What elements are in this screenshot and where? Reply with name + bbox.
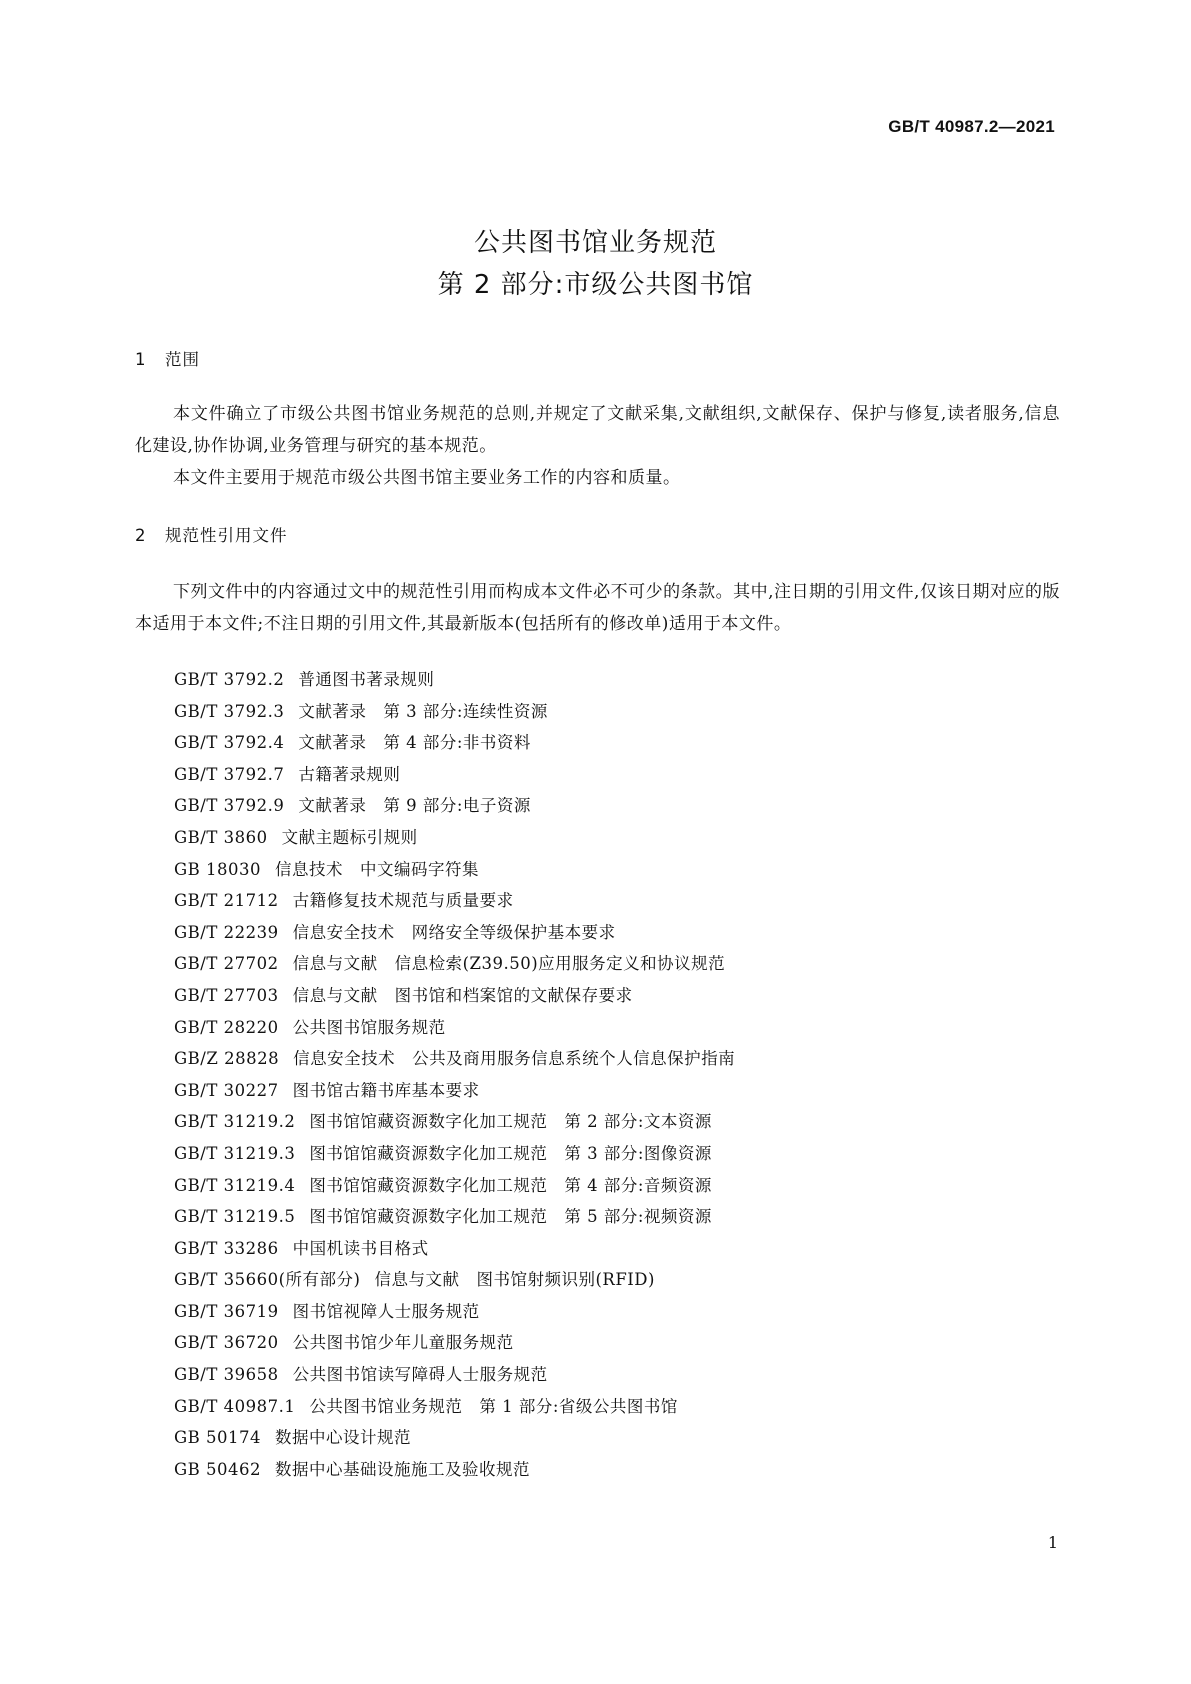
reference-title: 信息与文献 图书馆射频识别(RFID) [374,1270,655,1290]
reference-title: 文献主题标引规则 [281,827,418,847]
reference-item [174,1454,735,1486]
reference-title: 文献著录 第 9 部分:电子资源 [298,796,531,816]
reference-item [174,664,735,696]
reference-title: 中国机读书目格式 [292,1238,429,1258]
reference-item [174,885,735,917]
reference-code: GB/T 35660(所有部分) [174,1270,361,1290]
reference-item [174,1138,735,1170]
title-line-2: 第 2 部分:市级公共图书馆 [437,270,754,300]
reference-code: GB/T 3792.4 [174,733,285,753]
reference-code: GB/T 31219.2 [174,1112,296,1132]
reference-title: 普通图书著录规则 [298,670,435,689]
reference-item [174,948,735,980]
reference-item [174,1359,735,1391]
reference-title: 图书馆馆藏资源数字化加工规范 第 5 部分:视频资源 [309,1207,712,1227]
reference-item [174,1075,735,1107]
reference-item [174,727,735,759]
reference-title: 图书馆视障人士服务规范 [292,1301,480,1321]
title-line-1: 公共图书馆业务规范 [473,228,717,258]
reference-code: GB/T 31219.5 [174,1207,296,1227]
reference-code: GB/T 28220 [174,1017,279,1037]
reference-item [174,1170,735,1202]
section-2-intro-paragraph: 下列文件中的内容通过文中的规范性引用而构成本文件必不可少的条款。其中,注日期的引用文件,仅该日期对应的版本适用于本文件;不注日期的引用文件,其最新版本(包括所有的修改单)适用于本文件。 [135,582,1060,634]
reference-item [174,854,735,886]
reference-title: 数据中心基础设施施工及验收规范 [275,1459,531,1479]
reference-title: 图书馆古籍书库基本要求 [292,1080,480,1100]
reference-title: 公共图书馆读写障碍人士服务规范 [292,1365,548,1385]
reference-title: 公共图书馆服务规范 [292,1017,446,1037]
section-2-intro [135,576,1060,640]
reference-title: 古籍修复技术规范与质量要求 [292,891,514,911]
reference-item [174,1043,735,1075]
section-1-title: 范围 [165,350,200,369]
reference-item [174,980,735,1012]
reference-code: GB/T 36719 [174,1301,279,1321]
reference-title: 信息与文献 信息检索(Z39.50)应用服务定义和协议规范 [292,954,726,974]
reference-item [174,1327,735,1359]
reference-item [174,790,735,822]
reference-title: 文献著录 第 3 部分:连续性资源 [298,701,548,721]
section-1-paragraph-1: 本文件确立了市级公共图书馆业务规范的总则,并规定了文献采集,文献组织,文献保存、保护与修复,读者服务,信息化建设,协作协调,业务管理与研究的基本规范。 [135,404,1060,456]
reference-item [174,1264,735,1296]
page-number: 1 [1047,1533,1058,1552]
reference-item [174,1233,735,1265]
reference-code: GB/T 3860 [174,827,268,847]
section-1-heading [135,346,200,370]
section-2-heading [135,522,288,546]
reference-title: 信息安全技术 网络安全等级保护基本要求 [292,922,616,942]
reference-code: GB/T 31219.4 [174,1175,296,1195]
normative-references-list [174,664,735,1485]
reference-title: 古籍著录规则 [298,764,401,784]
reference-item [174,917,735,949]
reference-title: 图书馆馆藏资源数字化加工规范 第 2 部分:文本资源 [309,1112,712,1132]
reference-item [174,1106,735,1138]
reference-code: GB/T 3792.9 [174,796,285,816]
reference-code: GB/Z 28828 [174,1049,280,1069]
reference-item [174,759,735,791]
reference-item [174,1201,735,1233]
section-1-body [135,398,1060,494]
reference-code: GB/T 27703 [174,985,279,1005]
reference-title: 图书馆馆藏资源数字化加工规范 第 4 部分:音频资源 [309,1175,712,1195]
reference-title: 图书馆馆藏资源数字化加工规范 第 3 部分:图像资源 [309,1143,712,1163]
reference-item [174,1012,735,1044]
section-1-number: 1 [135,350,147,369]
reference-code: GB/T 21712 [174,891,279,911]
reference-code: GB/T 3792.7 [174,764,285,784]
reference-code: GB/T 39658 [174,1365,279,1385]
reference-code: GB/T 30227 [174,1080,279,1100]
reference-item [174,822,735,854]
reference-title: 数据中心设计规范 [275,1428,412,1448]
reference-code: GB 18030 [174,859,262,879]
reference-title: 公共图书馆业务规范 第 1 部分:省级公共图书馆 [309,1396,678,1416]
standard-number: GB/T 40987.2—2021 [888,117,1055,136]
reference-code: GB/T 3792.2 [174,670,285,689]
reference-code: GB/T 22239 [174,922,279,942]
reference-title: 文献著录 第 4 部分:非书资料 [298,733,531,753]
reference-item [174,696,735,728]
section-1-paragraph-2: 本文件主要用于规范市级公共图书馆主要业务工作的内容和质量。 [173,468,681,488]
reference-code: GB/T 33286 [174,1238,279,1258]
reference-title: 信息与文献 图书馆和档案馆的文献保存要求 [292,985,633,1005]
reference-item [174,1296,735,1328]
reference-code: GB/T 36720 [174,1333,279,1353]
reference-code: GB/T 40987.1 [174,1396,296,1416]
section-2-number: 2 [135,526,147,545]
reference-code: GB 50462 [174,1459,262,1479]
reference-code: GB/T 31219.3 [174,1143,296,1163]
reference-code: GB 50174 [174,1428,262,1448]
document-title [0,222,1191,306]
reference-item [174,1391,735,1423]
reference-code: GB/T 27702 [174,954,279,974]
reference-item [174,1422,735,1454]
reference-title: 信息安全技术 公共及商用服务信息系统个人信息保护指南 [293,1049,736,1069]
reference-title: 公共图书馆少年儿童服务规范 [292,1333,514,1353]
reference-code: GB/T 3792.3 [174,701,285,721]
section-2-title: 规范性引用文件 [165,526,288,545]
reference-title: 信息技术 中文编码字符集 [275,859,480,879]
